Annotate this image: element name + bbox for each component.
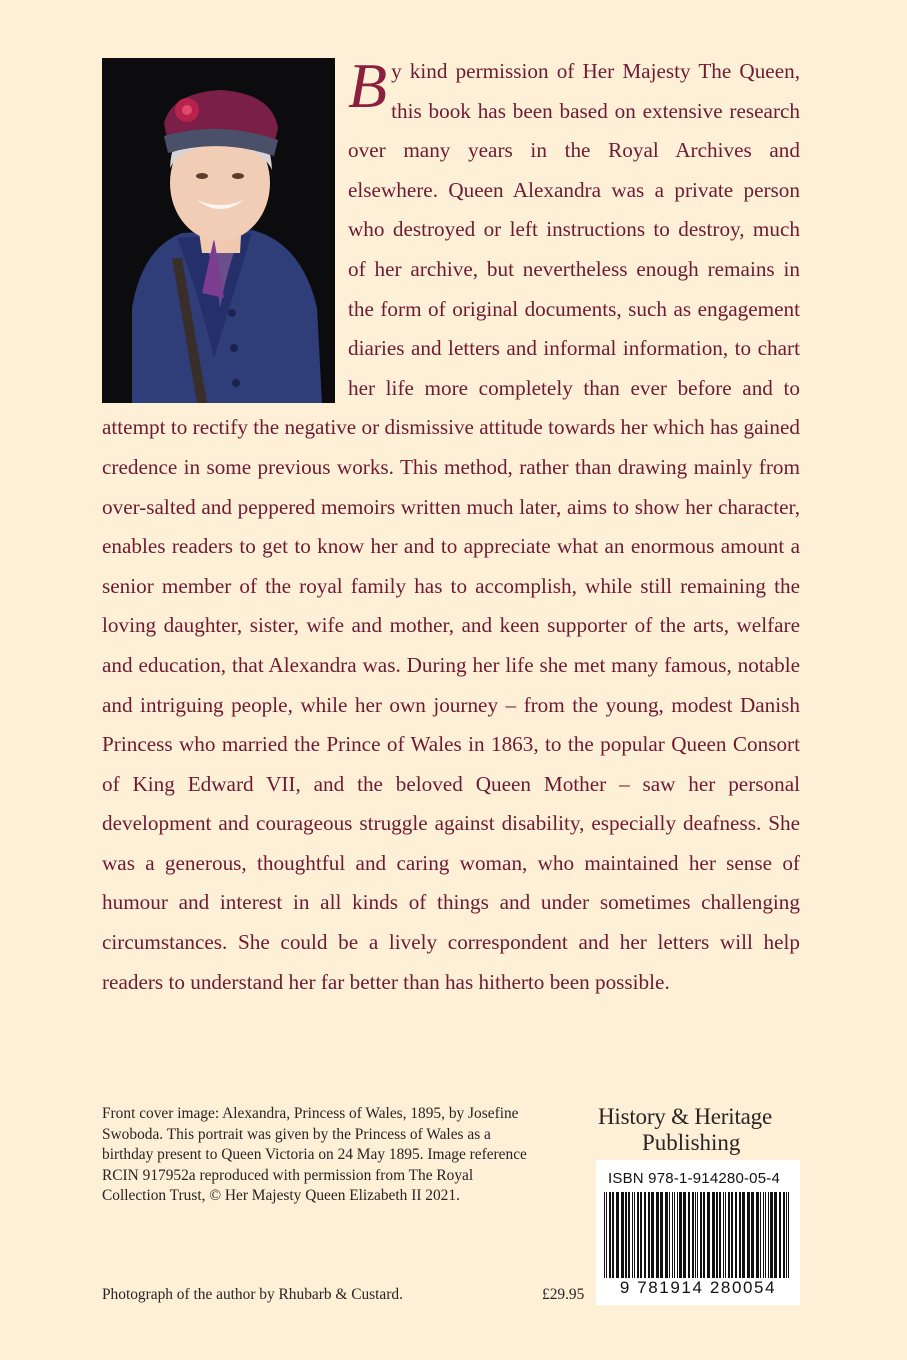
barcode-bar [651, 1192, 654, 1282]
barcode-bar [672, 1192, 673, 1282]
barcode-bar [660, 1192, 663, 1282]
barcode-bar [604, 1192, 605, 1282]
barcode-bar [765, 1192, 766, 1282]
barcode-bar [609, 1192, 611, 1282]
barcode-bar [735, 1192, 737, 1282]
barcode [604, 1192, 792, 1282]
book-blurb [102, 52, 800, 1002]
barcode-bar [695, 1192, 696, 1282]
barcode-bar [634, 1192, 635, 1282]
barcode-bar [739, 1192, 741, 1282]
barcode-bar [625, 1192, 627, 1282]
barcode-bar [756, 1192, 759, 1282]
barcode-bar [783, 1192, 785, 1282]
barcode-bar [692, 1192, 694, 1282]
barcode-bar [707, 1192, 710, 1282]
barcode-bar [747, 1192, 750, 1282]
barcode-bar [723, 1192, 724, 1282]
barcode-bar [770, 1192, 773, 1282]
isbn-label: ISBN 978-1-914280-05-4 [608, 1170, 781, 1187]
barcode-bar [763, 1192, 764, 1282]
barcode-bar [640, 1192, 642, 1282]
barcode-bar [648, 1192, 650, 1282]
barcode-bar [751, 1192, 754, 1282]
barcode-bar [644, 1192, 646, 1282]
publisher-name-line1: History & Heritage [598, 1104, 772, 1129]
barcode-bar [669, 1192, 670, 1282]
barcode-bar [725, 1192, 726, 1282]
price: £29.95 [542, 1286, 585, 1303]
barcode-bar [679, 1192, 682, 1282]
photo-spacer [102, 52, 348, 407]
barcode-bar [674, 1192, 675, 1282]
barcode-bar [728, 1192, 730, 1282]
isbn-barcode-box [596, 1160, 800, 1305]
barcode-bar [788, 1192, 789, 1282]
barcode-bar [606, 1192, 607, 1282]
barcode-bar [703, 1192, 705, 1282]
barcode-bar [632, 1192, 633, 1282]
publisher-logo [598, 1104, 808, 1156]
barcode-bar [683, 1192, 686, 1282]
barcode-bar [742, 1192, 745, 1282]
barcode-bar [688, 1192, 690, 1282]
barcode-bar [786, 1192, 787, 1282]
barcode-bar [760, 1192, 761, 1282]
author-photo-credit: Photograph of the author by Rhubarb & Custard. [102, 1286, 403, 1303]
barcode-bar [779, 1192, 781, 1282]
barcode-digits: 9 781914 280054 [598, 1278, 798, 1298]
barcode-bar [665, 1192, 668, 1282]
publisher-name-line2: Publishing [642, 1130, 741, 1155]
cover-image-credit: Front cover image: Alexandra, Princess of Wales, 1895, by Josefine Swoboda. This portrait was given by the Princess of Wales as a birthday present to Queen Victoria on 24 May 1895. Image reference RCIN 917952a reproduced with permission from The Royal Collection Trust, © Her Majesty Queen Elizabeth II 2021. [102, 1105, 527, 1205]
barcode-bar [700, 1192, 702, 1282]
barcode-bar [621, 1192, 624, 1282]
barcode-bar [768, 1192, 769, 1282]
barcode-bar [697, 1192, 698, 1282]
barcode-bar [719, 1192, 721, 1282]
barcode-bar [616, 1192, 619, 1282]
barcode-bar [774, 1192, 777, 1282]
barcode-bar [656, 1192, 659, 1282]
blurb-text: y kind permission of Her Majesty The Queen, this book has been based on extensive research over many years in the Royal Archives and elsewhere. Queen Alexandra was a private person who destroyed or left instructions to destroy, much of her archive, but nevertheless enough remains in the form of original documents, such as engagement diaries and letters and informal information, to chart her life more completely than ever before and to attempt to rectify the negative or dismissive attitude towards her which has gained credence in some previous works. This method, rather than drawing mainly from over-salted and peppered memoirs written much later, aims to show her character, enables readers to get to know her and to appreciate what an enormous amount a senior member of the royal family has to accomplish, while still remaining the loving daughter, sister, wife and mother, and keen supporter of the arts, welfare and education, that Alexandra was. During her life she met many famous, notable and intriguing people, while her own journey – from the young, modest Danish Princess who married the Prince of Wales in 1863, to the popular Queen Consort of King Edward VII, and the beloved Queen Mother – saw her personal development and courageous struggle against disability, especially deafness. She was a generous, thoughtful and caring woman, who maintained her sense of humour and interest in all kinds of things and under sometimes challenging circumstances. She could be a lively correspondent and her letters will help readers to understand her far better than has hitherto been possible. [102, 59, 800, 994]
barcode-bar [716, 1192, 718, 1282]
barcode-bar [628, 1192, 630, 1282]
barcode-bar [612, 1192, 614, 1282]
barcode-bar [677, 1192, 678, 1282]
barcode-bar [731, 1192, 733, 1282]
barcode-bar [637, 1192, 639, 1282]
barcode-bar [712, 1192, 715, 1282]
drop-cap: B [348, 50, 388, 121]
